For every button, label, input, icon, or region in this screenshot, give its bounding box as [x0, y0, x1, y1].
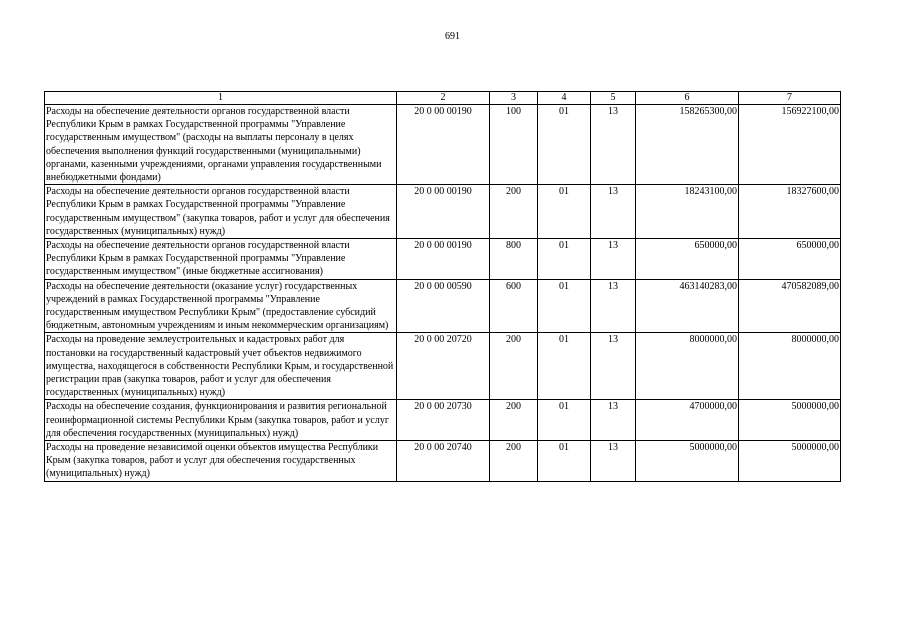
column-header: 3 — [490, 92, 538, 105]
subsection-code: 13 — [591, 185, 636, 239]
amount-col7: 5000000,00 — [739, 400, 841, 441]
amount-col6: 650000,00 — [636, 239, 739, 280]
amount-col7: 470582089,00 — [739, 279, 841, 333]
amount-col6: 4700000,00 — [636, 400, 739, 441]
amount-col7: 8000000,00 — [739, 333, 841, 400]
subsection-code: 13 — [591, 333, 636, 400]
amount-col6: 18243100,00 — [636, 185, 739, 239]
table-row — [45, 239, 841, 280]
table-row — [45, 333, 841, 400]
expense-type: 600 — [490, 279, 538, 333]
column-header: 7 — [739, 92, 841, 105]
section-code: 01 — [538, 400, 591, 441]
amount-col6: 463140283,00 — [636, 279, 739, 333]
table-row — [45, 105, 841, 185]
program-code: 20 0 00 00190 — [397, 105, 490, 185]
expense-description: Расходы на обеспечение деятельности органов государственной власти Республики Крым в рамках Государственной программы "Управление государственным имуществом" (расходы на выплаты персоналу в целях обеспечения выполнения функций государственными (муниципальными) органами, казенными учреждениями, органами управления государственными внебюджетными фондами) — [45, 105, 397, 185]
expense-type: 200 — [490, 185, 538, 239]
expense-description: Расходы на обеспечение деятельности органов государственной власти Республики Крым в рамках Государственной программы "Управление государственным имуществом" (иные бюджетные ассигнования) — [45, 239, 397, 280]
subsection-code: 13 — [591, 239, 636, 280]
expense-description: Расходы на обеспечение деятельности органов государственной власти Республики Крым в рамках Государственной программы "Управление государственным имуществом" (закупка товаров, работ и услуг для обеспечения государственных (муниципальных) нужд) — [45, 185, 397, 239]
table-row — [45, 185, 841, 239]
header-row — [45, 92, 841, 105]
program-code: 20 0 00 00190 — [397, 239, 490, 280]
amount-col7: 18327600,00 — [739, 185, 841, 239]
amount-col6: 8000000,00 — [636, 333, 739, 400]
amount-col7: 5000000,00 — [739, 441, 841, 482]
table-row — [45, 279, 841, 333]
column-header: 1 — [45, 92, 397, 105]
subsection-code: 13 — [591, 400, 636, 441]
column-header: 4 — [538, 92, 591, 105]
expense-description: Расходы на обеспечение деятельности (оказание услуг) государственных учреждений в рамках Государственной программы "Управление государственным имуществом Республики Крым" (предоставление субсидий бюджетным, автономным учреждениям и иным некоммерческим организациям) — [45, 279, 397, 333]
program-code: 20 0 00 20730 — [397, 400, 490, 441]
expense-type: 200 — [490, 400, 538, 441]
budget-table — [44, 91, 841, 482]
column-header: 5 — [591, 92, 636, 105]
section-code: 01 — [538, 279, 591, 333]
expense-type: 100 — [490, 105, 538, 185]
section-code: 01 — [538, 105, 591, 185]
amount-col6: 5000000,00 — [636, 441, 739, 482]
expense-type: 200 — [490, 333, 538, 400]
program-code: 20 0 00 00190 — [397, 185, 490, 239]
section-code: 01 — [538, 333, 591, 400]
subsection-code: 13 — [591, 441, 636, 482]
table-row — [45, 400, 841, 441]
page-number: 691 — [445, 31, 460, 42]
expense-description: Расходы на проведение независимой оценки объектов имущества Республики Крым (закупка товаров, работ и услуг для обеспечения государственных (муниципальных) нужд) — [45, 441, 397, 482]
program-code: 20 0 00 20720 — [397, 333, 490, 400]
expense-description: Расходы на проведение землеустроительных и кадастровых работ для постановки на государственный кадастровый учет объектов недвижимого имущества, находящегося в собственности Республики Крым, и государственной регистрации прав (закупка товаров, работ и услуг для обеспечения государственных (муниципальных) нужд) — [45, 333, 397, 400]
subsection-code: 13 — [591, 279, 636, 333]
amount-col7: 156922100,00 — [739, 105, 841, 185]
program-code: 20 0 00 00590 — [397, 279, 490, 333]
expense-type: 800 — [490, 239, 538, 280]
subsection-code: 13 — [591, 105, 636, 185]
amount-col7: 650000,00 — [739, 239, 841, 280]
amount-col6: 158265300,00 — [636, 105, 739, 185]
section-code: 01 — [538, 185, 591, 239]
program-code: 20 0 00 20740 — [397, 441, 490, 482]
expense-type: 200 — [490, 441, 538, 482]
section-code: 01 — [538, 239, 591, 280]
section-code: 01 — [538, 441, 591, 482]
expense-description: Расходы на обеспечение создания, функционирования и развития региональной геоинформационной системы Республики Крым (закупка товаров, работ и услуг для обеспечения государственных (муниципальных) нужд) — [45, 400, 397, 441]
column-header: 6 — [636, 92, 739, 105]
table-row — [45, 441, 841, 482]
column-header: 2 — [397, 92, 490, 105]
